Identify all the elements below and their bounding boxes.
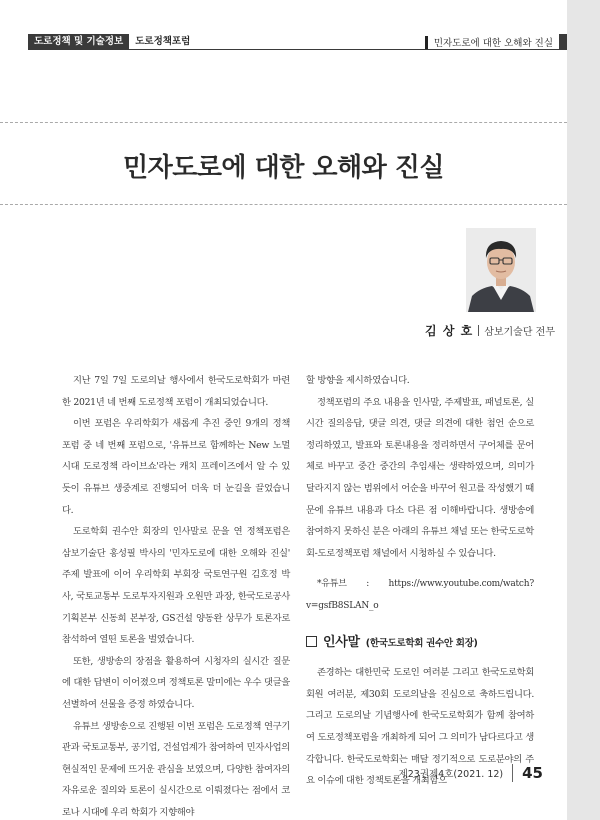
author-photo (466, 228, 536, 312)
section-heading (306, 632, 534, 655)
section-speaker: (한국도로학회 권수안 회장) (365, 637, 478, 649)
page-number: 45 (522, 764, 543, 782)
article-title: 민자도로에 대한 오해와 진실 (122, 153, 445, 183)
section-heading-text: 인사말 (323, 634, 360, 650)
page-footer (399, 764, 543, 782)
header-section: 도로정책포럼 (135, 36, 191, 47)
header-block-mark (559, 34, 567, 50)
paragraph: 도로학회 권수안 회장의 인사말로 문을 연 정책포럼은 삼보기술단 홍성필 박사의 '민자도로에 대한 오해와 진실' 주제 발표에 이어 우리학회 부회장 국토연구원 김호정 박사, 국토교통부 도로투자지원과 오원만 과장, 한국도로공사 기획본부 신동희 본부장, GS건설 양동완 상무가 토론자로 참석하여 열띤 토론을 벌였습니다. (62, 526, 290, 646)
page-margin-strip (567, 0, 600, 820)
youtube-link-note: *유튜브 : https://www.youtube.com/watch?v=gsfB8SLAN_o (306, 579, 534, 611)
running-title-text: 민자도로에 대한 오해와 진실 (433, 38, 553, 49)
issue-info: 제23권제4호(2021. 12) (398, 769, 504, 780)
body-column-left (62, 370, 290, 820)
paragraph: 유튜브 생방송으로 진행된 이번 포럼은 도로정책 연구기관과 국토교통부, 공기업, 건설업계가 참여하여 민자사업의 현실적인 문제에 뜨거운 관심을 보였으며, 다양한 참여자의 자유로운 질의와 토론이 실시간으로 이뤄졌다는 점에서 코로나 시대에 우리 학회가 지향해야 (62, 720, 290, 818)
paragraph: 또한, 생방송의 장점을 활용하여 시청자의 실시간 질문에 대한 답변이 이어졌으며 정책토론 말미에는 우수 댓글을 선별하여 선물을 증정 하였습니다. (62, 655, 290, 710)
header-category (28, 34, 196, 50)
footer-separator (512, 764, 513, 782)
header-category-tag: 도로정책 및 기술정보 (28, 34, 129, 50)
paragraph: 정책포럼의 주요 내용을 인사말, 주제발표, 패널토론, 실시간 질의응답, 댓글 의견, 댓글 의견에 대한 첨언 순으로 정리하였고, 발표와 토론내용을 정리하면서 구어체를 문어체로 바꾸고 중간 중간의 추임새는 생략하였으며, 의미가 달라지지 않는 범위에서 어순을 바꾸어 원고를 작성했기 때문에 유튜브 내용과 다소 다른 점 이해바랍니다. 생방송에 참여하지 못하신 분은 아래의 유튜브 채널 또는 한국도로학회-도로정책포럼 채널에서 시청하실 수 있습니다. (306, 396, 534, 559)
author-name: 김 상 호 (425, 324, 474, 338)
author-byline (380, 322, 555, 339)
paragraph: 지난 7일 7일 도로의날 행사에서 한국도로학회가 마련한 2021년 네 번째 도로정책 포럼이 개최되었습니다. (62, 375, 290, 408)
checkbox-square-icon (306, 636, 317, 647)
author-affiliation: 삼보기술단 전무 (484, 327, 555, 338)
title-rule-bottom (0, 204, 567, 205)
paragraph: 존경하는 대한민국 도로인 여러분 그리고 한국도로학회회원 여러분, 제30회 도로의날을 진심으로 축하드립니다. 그리고 도로의날 기념행사에 한국도로학회가 함께 참여하여 도로정책포럼을 개최하게 되어 그 의미가 남다르다고 생각합니다. 한국도로학회는 매달 정기적으로 도로분야의 주요 이슈에 대한 정책토론을 개최함으 (306, 667, 534, 787)
title-rule-top (0, 122, 567, 123)
paragraph-continuation: 할 방향을 제시하였습니다. (306, 375, 410, 386)
header-running-title (425, 34, 567, 50)
body-column-right (306, 370, 534, 792)
header-bar-mark (425, 36, 428, 49)
header-rule (28, 49, 567, 50)
paragraph: 이번 포럼은 우리학회가 새롭게 추진 중인 9개의 정책 포럼 중 네 번째 포럼으로, '유튜브로 함께하는 New 노멀시대 도로정책 라이브쇼'라는 캐치 프레이즈에서 알 수 있듯이 유튜브 생중계로 진행되어 더욱 더 눈길을 끌었습니다. (62, 418, 290, 516)
byline-separator (478, 325, 479, 336)
